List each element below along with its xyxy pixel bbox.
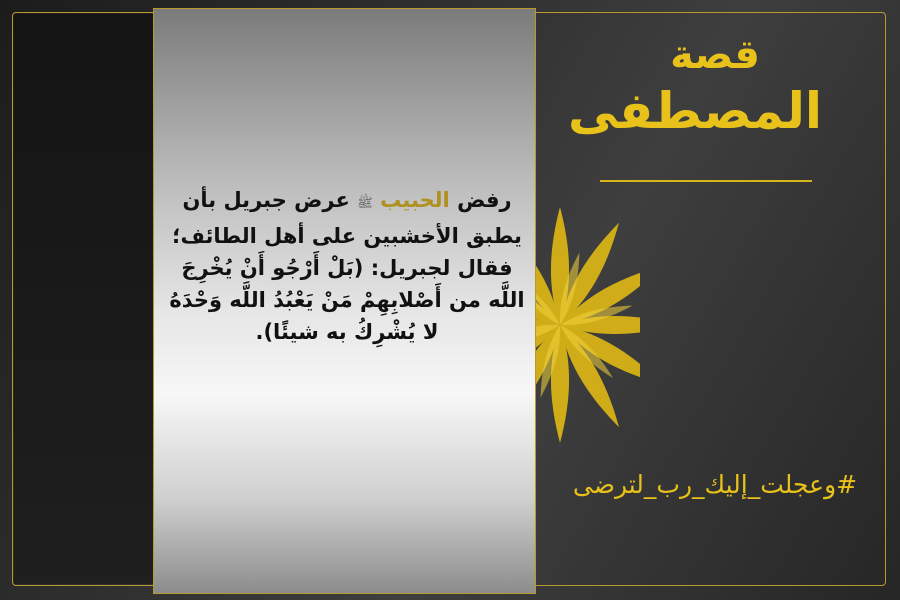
quote-line-5: لا يُشْرِكُ به شيئًا). (255, 320, 439, 344)
quote-line-1-end: عرض جبريل بأن (182, 188, 350, 212)
quote-text (162, 184, 532, 348)
quote-line-1-start: رفض (457, 188, 512, 212)
quote-line-2: يطبق الأخشبين على أهل الطائف؛ (172, 224, 522, 248)
title-line-2: المصطفى (568, 82, 822, 140)
quote-line-1 (162, 184, 532, 220)
quote-line-4: اللَّه من أَصْلابِهِمْ مَنْ يَعْبُدُ اللَّه وَحْدَهُ (169, 288, 525, 312)
page-title (560, 30, 830, 180)
hashtag: #وعجلت_إليك_رب_لترضى (572, 470, 858, 499)
quote-accent-word: الحبيب (380, 188, 450, 212)
title-line-1: قصة (670, 32, 760, 78)
quote-line-3: فقال لجبريل: (بَلْ أَرْجُو أَنْ يُخْرِجَ (181, 256, 513, 280)
honorific: ﷺ (357, 196, 373, 211)
title-divider (600, 180, 812, 182)
